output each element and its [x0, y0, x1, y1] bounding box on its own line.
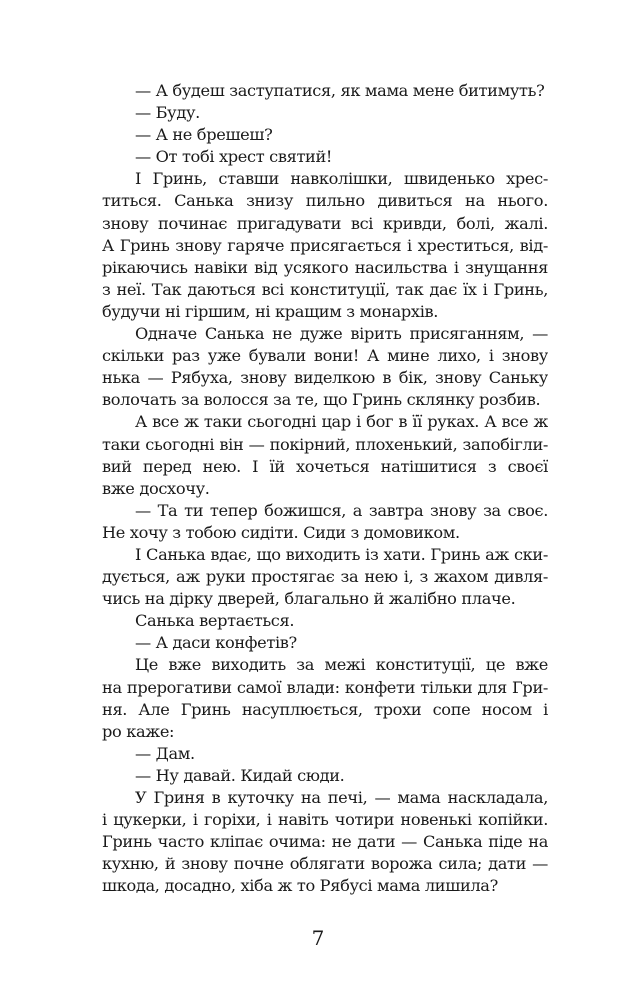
text-line: вже досхочу. — [102, 478, 210, 498]
paragraph — [102, 544, 548, 610]
text-line: — Дам. — [135, 743, 195, 763]
paragraph — [102, 411, 548, 499]
text-line: чись на дірку дверей, благально й жалібно плаче. — [102, 589, 516, 609]
text-line: І Гринь, ставши навколішки, швиденько хрес- — [135, 169, 548, 189]
paragraph — [102, 500, 548, 544]
text-line: будучи ні гіршим, ні кращим з монархів. — [102, 301, 439, 321]
text-line: — От тобі хрест святий! — [135, 147, 333, 167]
text-line: Гринь часто кліпає очима: не дати — Санька піде на — [102, 832, 548, 852]
text-line: кухню, й знову почне облягати ворожа сила; дати — — [102, 854, 548, 874]
text-line: ня. Але Гринь насуплюється, трохи сопе носом і — [102, 699, 548, 719]
text-line: — Буду. — [135, 103, 200, 123]
paragraph — [102, 323, 548, 411]
paragraph — [102, 146, 548, 168]
text-line: скільки раз уже бували вони! А мине лихо, і знову — [102, 346, 548, 366]
text-line: вий перед нею. І їй хочеться натішитися з своєї — [102, 456, 548, 476]
text-line: А Гринь знову гаряче присягається і хреститься, від- — [102, 235, 548, 255]
text-line: Не хочу з тобою сидіти. Сиди з домовиком. — [102, 522, 460, 542]
text-line: І Санька вдає, що виходить із хати. Гринь аж ски- — [135, 544, 548, 564]
paragraph — [102, 610, 548, 632]
text-line: і цукерки, і горіхи, і навіть чотири новенькі копійки. — [102, 810, 548, 830]
text-line: знову починає пригадувати всі кривди, болі, жалі. — [102, 213, 548, 233]
text-line: Одначе Санька не дуже вірить присяганням, — — [135, 324, 548, 344]
text-line: — Та ти тепер божишся, а завтра знову за своє. — [135, 500, 548, 520]
paragraph — [102, 632, 548, 654]
text-line: таки сьогодні він — покірний, плохенький, запобігли- — [102, 434, 548, 454]
page-body-text — [102, 80, 548, 897]
text-line: ро каже: — [102, 721, 175, 741]
text-line: рікаючись навіки від усякого насильства і знущання — [102, 257, 548, 277]
paragraph — [102, 765, 548, 787]
text-line: титься. Санька знизу пильно дивиться на нього. — [102, 191, 548, 211]
text-line: на прерогативи самої влади: конфети тільки для Гри- — [102, 677, 548, 697]
text-line: Санька вертається. — [135, 611, 295, 631]
text-line: нька — Рябуха, знову виделкою в бік, знову Саньку — [102, 368, 548, 388]
paragraph — [102, 743, 548, 765]
paragraph — [102, 787, 548, 897]
paragraph — [102, 654, 548, 742]
text-line: — А будеш заступатися, як мама мене битимуть? — [135, 81, 545, 100]
paragraph — [102, 124, 548, 146]
text-line: волочать за волосся за те, що Гринь склянку розбив. — [102, 390, 541, 410]
text-line: Це вже виходить за межі конституції, це вже — [135, 655, 548, 675]
text-line: — А даси конфетів? — [135, 633, 297, 653]
text-line: У Гриня в куточку на печі, — мама наскладала, — [135, 788, 548, 807]
text-line: — Ну давай. Кидай сюди. — [135, 765, 345, 785]
text-line: з неї. Так даються всі конституції, так дає їх і Гринь, — [102, 279, 548, 299]
text-line: шкода, досадно, хіба ж то Рябусі мама лишила? — [102, 876, 498, 896]
paragraph — [102, 102, 548, 124]
text-line: дується, аж руки простягає за нею і, з жахом дивля- — [102, 567, 548, 587]
text-line: — А не брешеш? — [135, 125, 273, 145]
paragraph — [102, 80, 548, 102]
paragraph — [102, 168, 548, 323]
text-line: А все ж таки сьогодні цар і бог в її руках. А все ж — [135, 412, 548, 432]
page-number: 7 — [311, 926, 325, 950]
